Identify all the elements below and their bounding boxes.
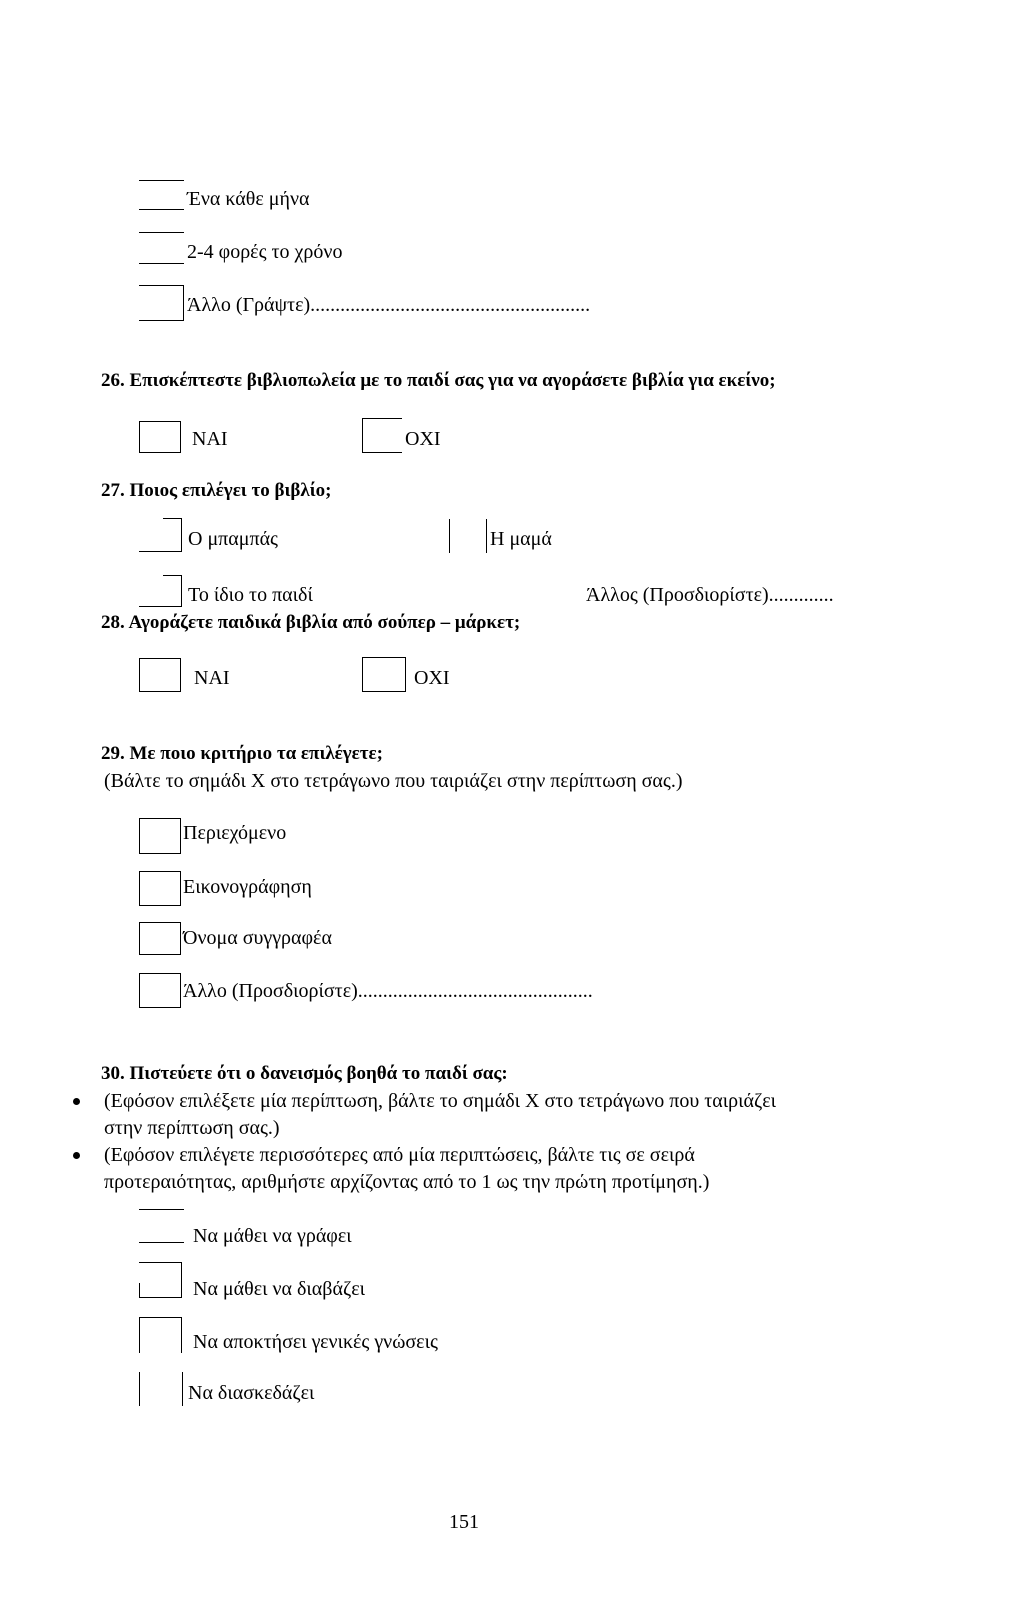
q27-mother-box-right[interactable]: [486, 519, 487, 553]
q30-option-3-label: Να αποκτήσει γενικές γνώσεις: [193, 1331, 438, 1353]
q30-question: 30. Πιστεύετε ότι ο δανεισμός βοηθά το παιδί σας:: [101, 1063, 508, 1084]
page-number: 151: [449, 1511, 479, 1533]
q28-no-label: ΟΧΙ: [414, 667, 450, 689]
q25-option-2-box[interactable]: [139, 232, 184, 264]
q27-child-label: Το ίδιο το παιδί: [188, 584, 313, 606]
q30-option-4-box-right[interactable]: [182, 1372, 183, 1406]
q30-bullet-1-line-1: (Εφόσον επιλέξετε μία περίπτωση, βάλτε το σημάδι Χ στο τετράγωνο που ταιριάζει: [104, 1090, 777, 1112]
q27-mother-label: Η μαμά: [490, 528, 552, 550]
q30-option-1-box[interactable]: [139, 1209, 184, 1243]
q25-option-3-label: Άλλο (Γράψτε)........................................................: [187, 294, 591, 316]
q29-option-1-label: Περιεχόμενο: [183, 822, 287, 844]
q29-option-4-label: Άλλο (Προσδιορίστε)...............................................: [183, 980, 593, 1002]
q27-child-box-top: [163, 575, 182, 576]
q28-yes-box[interactable]: [139, 658, 181, 692]
q29-option-3-box[interactable]: [139, 922, 181, 955]
q30-bullet-2-line-2: προτεραιότητας, αριθμήστε αρχίζοντας από το 1 ως την πρώτη προτίμηση.): [104, 1171, 710, 1193]
q26-no-label: ΟΧΙ: [405, 428, 441, 450]
q30-option-2-label: Να μάθει να διαβάζει: [193, 1278, 366, 1300]
q27-father-box[interactable]: [139, 518, 182, 552]
q25-option-2-label: 2-4 φορές το χρόνο: [187, 241, 343, 263]
q30-option-4-box-left[interactable]: [139, 1372, 140, 1406]
q30-bullet-2-line-1: (Εφόσον επιλέγετε περισσότερες από μία περιπτώσεις, βάλτε τις σε σειρά: [104, 1144, 695, 1166]
q29-option-4-box[interactable]: [139, 973, 181, 1008]
q28-no-box[interactable]: [362, 657, 406, 692]
q27-father-box-top: [163, 518, 182, 519]
q25-option-1-label: Ένα κάθε μήνα: [187, 188, 310, 210]
q29-instruction: (Βάλτε το σημάδι Χ στο τετράγωνο που ταιριάζει στην περίπτωση σας.): [104, 770, 683, 792]
q30-bullet-1-line-2: στην περίπτωση σας.): [104, 1117, 280, 1139]
q25-option-3-box[interactable]: [139, 285, 184, 321]
q27-question: 27. Ποιος επιλέγει το βιβλίο;: [101, 480, 332, 501]
q27-father-label: Ο μπαμπάς: [188, 528, 278, 550]
q26-question: 26. Επισκέπτεστε βιβλιοπωλεία με το παιδί σας για να αγοράσετε βιβλία για εκείνο;: [101, 370, 776, 391]
q29-option-1-box[interactable]: [139, 818, 181, 854]
q29-option-2-label: Εικονογράφηση: [183, 876, 312, 898]
q26-yes-label: ΝΑΙ: [192, 428, 228, 450]
q29-option-2-box[interactable]: [139, 871, 181, 906]
q30-option-3-box[interactable]: [139, 1317, 182, 1353]
q27-child-box[interactable]: [139, 575, 182, 607]
q26-no-box[interactable]: [362, 418, 402, 453]
q30-option-2-box[interactable]: [139, 1262, 182, 1298]
q29-question: 29. Με ποιο κριτήριο τα επιλέγετε;: [101, 743, 384, 764]
bullet-icon: [73, 1152, 80, 1159]
q27-other-label: Άλλος (Προσδιορίστε).............: [586, 584, 834, 606]
q28-question: 28. Αγοράζετε παιδικά βιβλία από σούπερ – μάρκετ;: [101, 612, 521, 633]
q27-mother-box-left[interactable]: [449, 519, 450, 553]
q29-option-3-label: Όνομα συγγραφέα: [183, 927, 332, 949]
q26-yes-box[interactable]: [139, 421, 181, 453]
q30-option-2-box-left: [139, 1283, 140, 1298]
q30-option-1-label: Να μάθει να γράφει: [193, 1225, 352, 1247]
q28-yes-label: ΝΑΙ: [194, 667, 230, 689]
q30-option-4-label: Να διασκεδάζει: [188, 1382, 315, 1404]
q25-option-1-box[interactable]: [139, 180, 184, 210]
bullet-icon: [73, 1098, 80, 1105]
